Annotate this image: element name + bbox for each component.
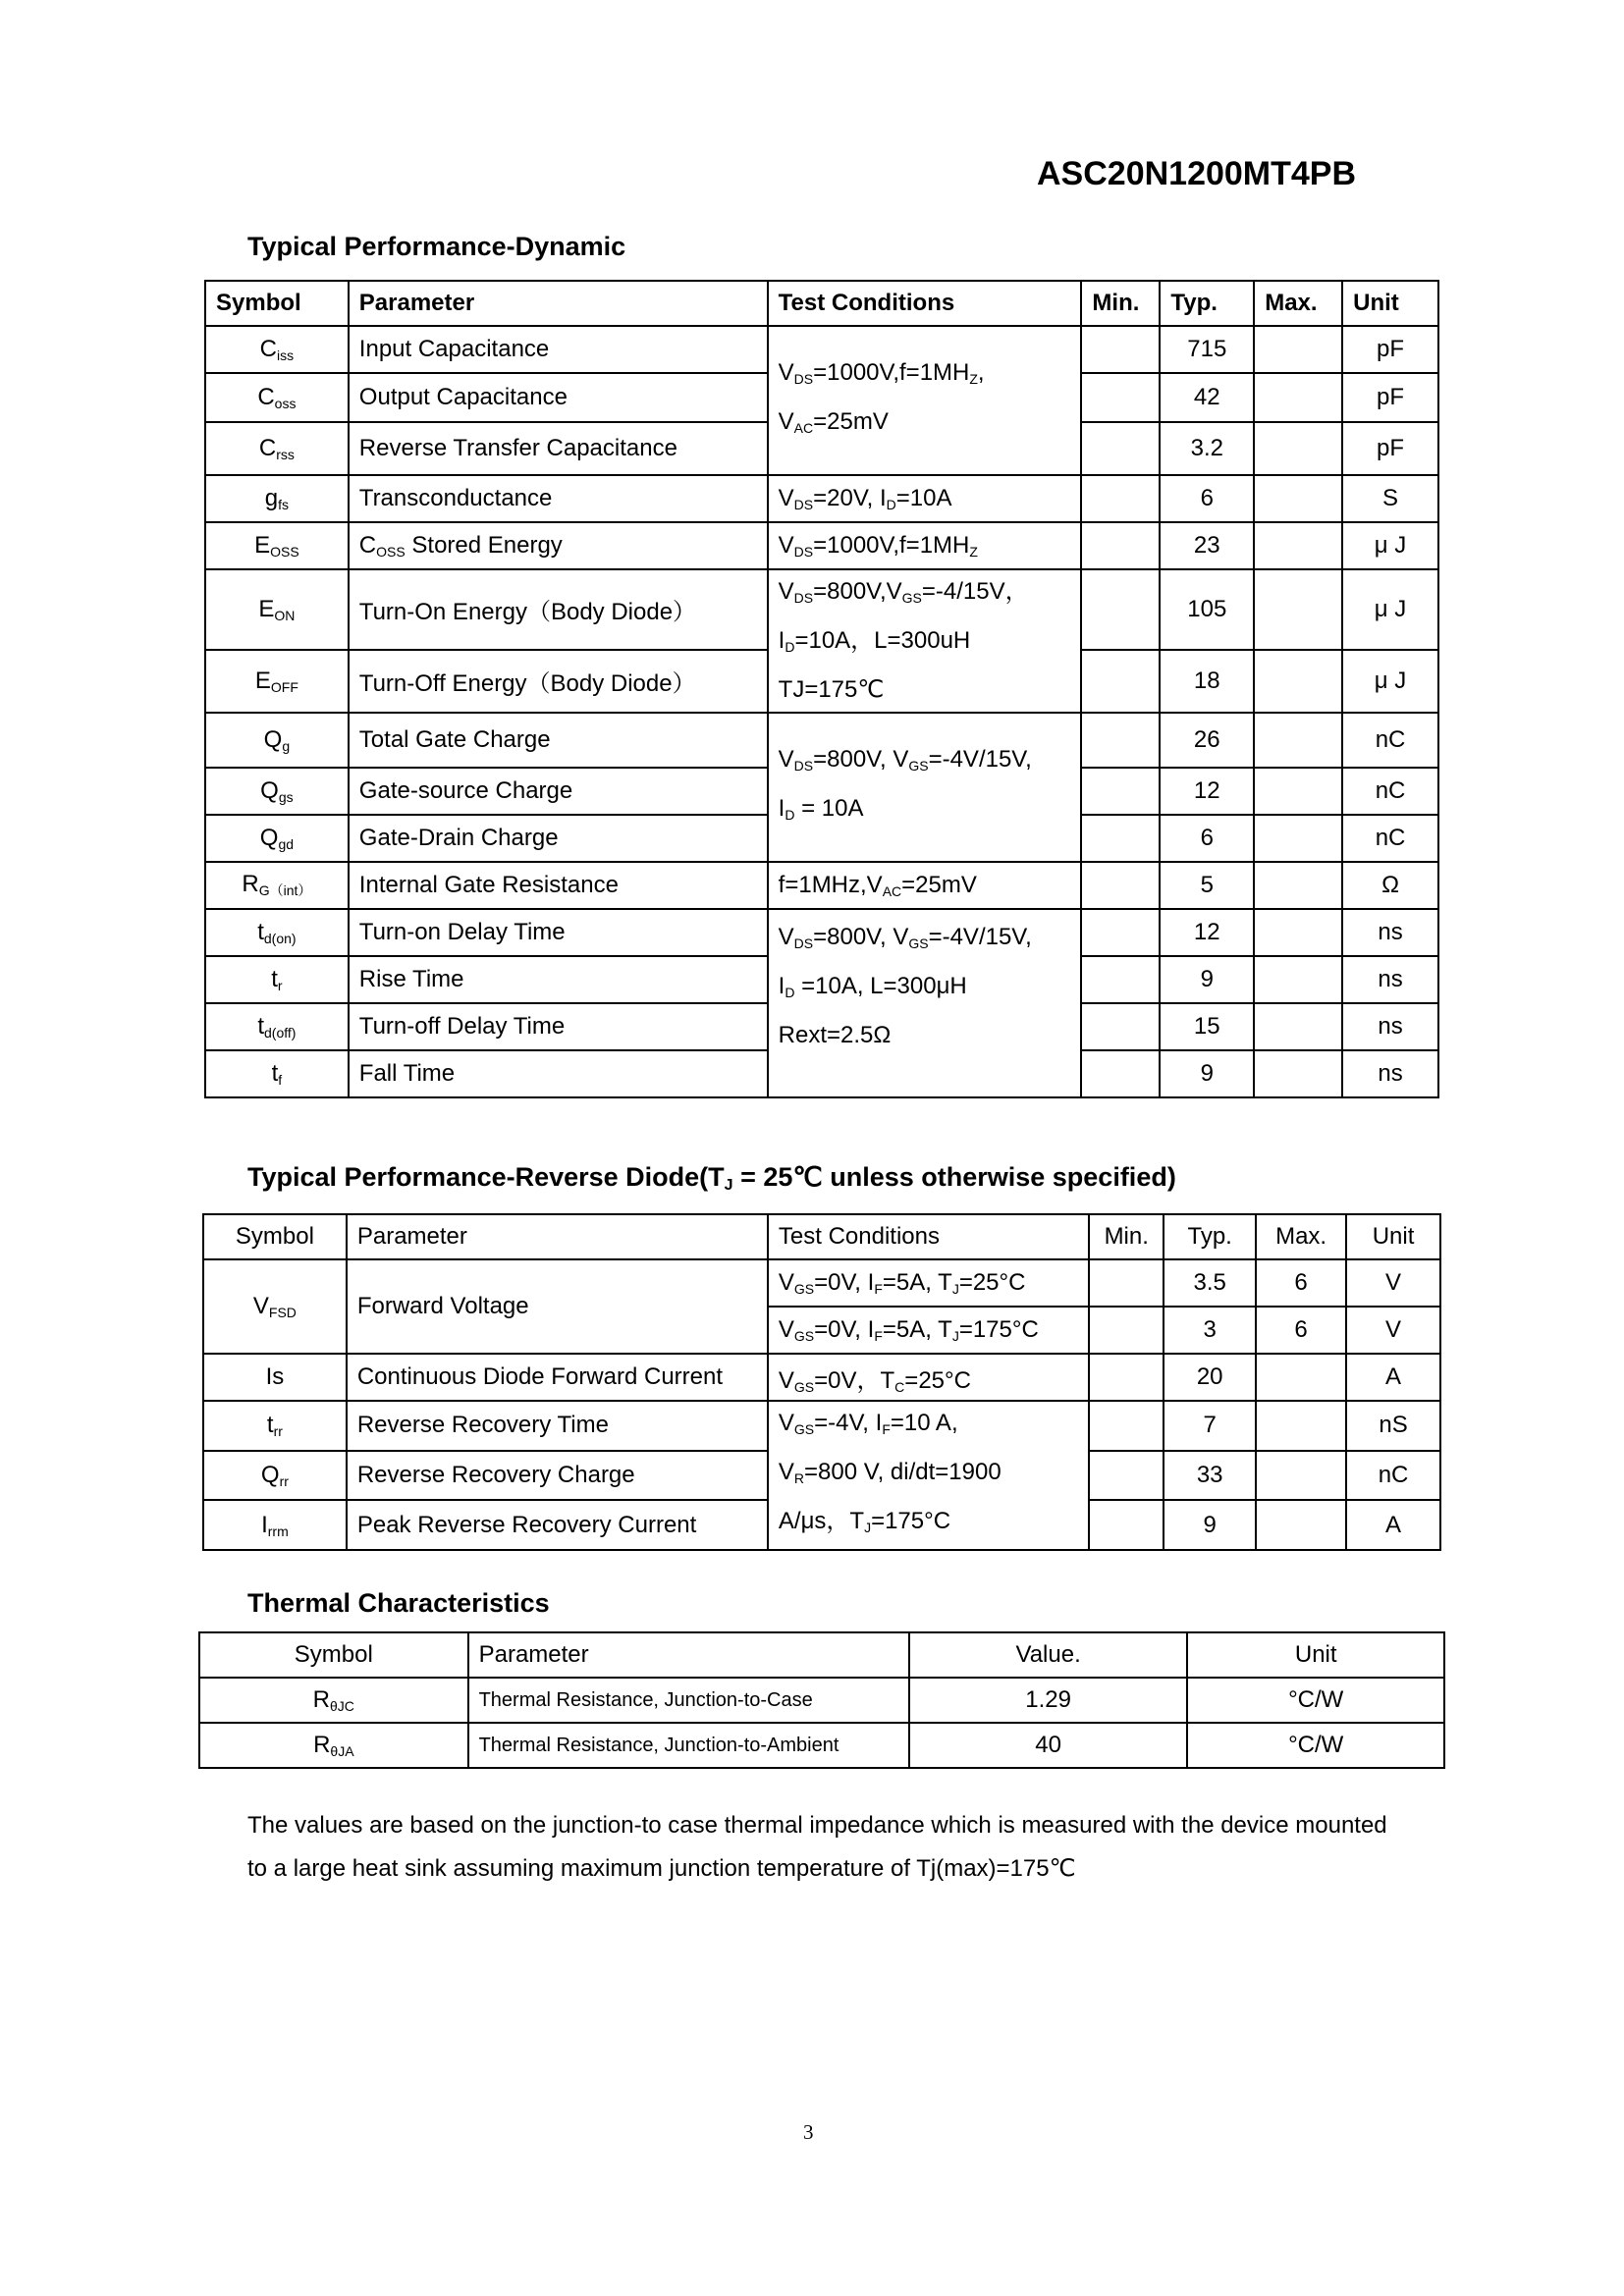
max-cell: [1256, 1401, 1346, 1451]
min-cell: [1081, 422, 1160, 475]
conditions-cell: $V_{DS}=20V$, $I_D=10A$: [768, 475, 1082, 522]
parameter-cell: Transconductance: [349, 475, 768, 522]
symbol-cell: $C_{rss}$: [205, 422, 349, 475]
min-cell: [1081, 862, 1160, 909]
max-cell: [1254, 522, 1342, 569]
min-cell: [1089, 1451, 1164, 1501]
max-cell: [1254, 1003, 1342, 1050]
table-row: [203, 1354, 1440, 1401]
min-cell: [1081, 326, 1160, 373]
unit-cell: nC: [1346, 1451, 1440, 1501]
header-parameter: Parameter: [347, 1214, 768, 1259]
unit-cell: pF: [1342, 422, 1438, 475]
header-symbol: Symbol: [203, 1214, 347, 1259]
parameter-cell: Reverse Transfer Capacitance: [349, 422, 768, 475]
dynamic-section-title: Typical Performance-Dynamic: [247, 232, 626, 261]
unit-cell: pF: [1342, 326, 1438, 373]
min-cell: [1081, 1003, 1160, 1050]
parameter-cell: $C_{OSS}$ Stored Energy: [349, 522, 768, 569]
parameter-cell: Rise Time: [349, 956, 768, 1003]
header-symbol: Symbol: [205, 281, 349, 326]
unit-cell: °C/W: [1187, 1723, 1444, 1768]
table-row: [199, 1723, 1444, 1768]
unit-cell: V: [1346, 1307, 1440, 1354]
symbol-cell: $E_{OSS}$: [205, 522, 349, 569]
parameter-cell: Output Capacitance: [349, 373, 768, 422]
min-cell: [1089, 1500, 1164, 1550]
min-cell: [1081, 475, 1160, 522]
unit-cell: Ω: [1342, 862, 1438, 909]
symbol-cell: $t_f$: [205, 1050, 349, 1097]
parameter-cell: Thermal Resistance, Junction-to-Ambient: [468, 1723, 909, 1768]
unit-cell: μ J: [1342, 569, 1438, 650]
typ-cell: 18: [1160, 650, 1254, 713]
conditions-cell: $V_{DS}=800V,V_{GS}=-4/15V$， $I_D=10A$，L=300uH TJ=175℃: [768, 569, 1082, 713]
conditions-cell: $V_{DS}=800V$, $V_{GS}=-4V/15V$, $I_D =10A$, L=300μH Rext=2.5Ω: [768, 909, 1082, 1097]
unit-cell: nC: [1342, 815, 1438, 862]
unit-cell: V: [1346, 1259, 1440, 1307]
typ-cell: 9: [1160, 956, 1254, 1003]
symbol-cell: $g_{fs}$: [205, 475, 349, 522]
min-cell: [1081, 650, 1160, 713]
min-cell: [1081, 909, 1160, 956]
header-typ: Typ.: [1160, 281, 1254, 326]
typ-cell: 9: [1160, 1050, 1254, 1097]
min-cell: [1089, 1259, 1164, 1307]
typ-cell: 33: [1164, 1451, 1256, 1501]
min-cell: [1089, 1354, 1164, 1401]
parameter-cell: Reverse Recovery Time: [347, 1401, 768, 1451]
typ-cell: 5: [1160, 862, 1254, 909]
symbol-cell: $C_{iss}$: [205, 326, 349, 373]
parameter-cell: Gate-Drain Charge: [349, 815, 768, 862]
parameter-cell: Internal Gate Resistance: [349, 862, 768, 909]
typ-cell: 9: [1164, 1500, 1256, 1550]
max-cell: [1256, 1354, 1346, 1401]
table-row: [205, 713, 1438, 768]
unit-cell: nC: [1342, 768, 1438, 815]
header-typ: Typ.: [1164, 1214, 1256, 1259]
table-row: [203, 1401, 1440, 1451]
unit-cell: pF: [1342, 373, 1438, 422]
min-cell: [1089, 1307, 1164, 1354]
typ-cell: 3.5: [1164, 1259, 1256, 1307]
diode-table: [202, 1213, 1441, 1551]
symbol-cell: $Q_{rr}$: [203, 1451, 347, 1501]
symbol-cell: $R_{G(int)}$: [205, 862, 349, 909]
symbol-cell: $R_{\theta JC}$: [199, 1678, 468, 1723]
parameter-cell: Total Gate Charge: [349, 713, 768, 768]
header-parameter: Parameter: [468, 1632, 909, 1678]
max-cell: [1256, 1451, 1346, 1501]
parameter-cell: Reverse Recovery Charge: [347, 1451, 768, 1501]
symbol-cell: $E_{OFF}$: [205, 650, 349, 713]
parameter-cell: Turn-Off Energy（Body Diode）: [349, 650, 768, 713]
typ-cell: 7: [1164, 1401, 1256, 1451]
header-conditions: Test Conditions: [768, 281, 1082, 326]
header-min: Min.: [1081, 281, 1160, 326]
max-cell: 6: [1256, 1307, 1346, 1354]
typ-cell: 715: [1160, 326, 1254, 373]
min-cell: [1081, 1050, 1160, 1097]
typ-cell: 12: [1160, 909, 1254, 956]
conditions-cell: $V_{DS}=1000V,f=1MH_Z$, $V_{AC}=25mV$: [768, 326, 1082, 475]
min-cell: [1081, 522, 1160, 569]
max-cell: [1254, 862, 1342, 909]
unit-cell: nC: [1342, 713, 1438, 768]
thermal-table: [198, 1631, 1445, 1769]
max-cell: [1254, 768, 1342, 815]
typ-cell: 20: [1164, 1354, 1256, 1401]
symbol-cell: $R_{\theta JA}$: [199, 1723, 468, 1768]
max-cell: [1254, 909, 1342, 956]
min-cell: [1081, 373, 1160, 422]
symbol-cell: $t_r$: [205, 956, 349, 1003]
conditions-cell: $V_{GS}=0V$, $I_F=5A$, $T_J=25^\circ C$: [768, 1259, 1089, 1307]
unit-cell: ns: [1342, 1050, 1438, 1097]
symbol-cell: $t_{rr}$: [203, 1401, 347, 1451]
table-header-row: [199, 1632, 1444, 1678]
symbol-cell: $E_{ON}$: [205, 569, 349, 650]
conditions-cell: $V_{GS}=0V$, $I_F=5A$, $T_J=175^\circ C$: [768, 1307, 1089, 1354]
footnote: The values are based on the junction-to case thermal impedance which is measured with the device mounted to a large heat sink assuming maximum junction temperature of Tj(max)=175℃: [247, 1812, 1387, 1882]
min-cell: [1081, 815, 1160, 862]
parameter-cell: Forward Voltage: [347, 1259, 768, 1354]
parameter-cell: Continuous Diode Forward Current: [347, 1354, 768, 1401]
parameter-cell: Gate-source Charge: [349, 768, 768, 815]
max-cell: [1254, 326, 1342, 373]
table-row: [205, 522, 1438, 569]
typ-cell: 3: [1164, 1307, 1256, 1354]
conditions-cell: $V_{DS}=800V$, $V_{GS}=-4V/15V$, $I_D = 10A$: [768, 713, 1082, 862]
value-cell: 1.29: [909, 1678, 1188, 1723]
typ-cell: 15: [1160, 1003, 1254, 1050]
max-cell: [1256, 1500, 1346, 1550]
typ-cell: 6: [1160, 475, 1254, 522]
table-header-row: [205, 281, 1438, 326]
parameter-cell: Turn-On Energy（Body Diode）: [349, 569, 768, 650]
symbol-cell: $t_{d(on)}$: [205, 909, 349, 956]
dynamic-table: [204, 280, 1439, 1098]
max-cell: 6: [1256, 1259, 1346, 1307]
min-cell: [1081, 768, 1160, 815]
unit-cell: ns: [1342, 909, 1438, 956]
symbol-cell: $Q_{gs}$: [205, 768, 349, 815]
unit-cell: nS: [1346, 1401, 1440, 1451]
unit-cell: S: [1342, 475, 1438, 522]
table-row: [205, 569, 1438, 650]
min-cell: [1081, 713, 1160, 768]
parameter-cell: Turn-on Delay Time: [349, 909, 768, 956]
value-cell: 40: [909, 1723, 1188, 1768]
header-conditions: Test Conditions: [768, 1214, 1089, 1259]
max-cell: [1254, 373, 1342, 422]
parameter-cell: Fall Time: [349, 1050, 768, 1097]
table-row: [205, 326, 1438, 373]
min-cell: [1089, 1401, 1164, 1451]
header-unit: Unit: [1346, 1214, 1440, 1259]
conditions-cell: $V_{DS}=1000V,f=1MH_Z$: [768, 522, 1082, 569]
unit-cell: ns: [1342, 1003, 1438, 1050]
typ-cell: 3.2: [1160, 422, 1254, 475]
part-number: ASC20N1200MT4PB: [1037, 155, 1357, 192]
conditions-cell: $f=1MHz,V_{AC}=25mV$: [768, 862, 1082, 909]
symbol-cell: $Q_{gd}$: [205, 815, 349, 862]
max-cell: [1254, 475, 1342, 522]
typ-cell: 12: [1160, 768, 1254, 815]
table-row: [199, 1678, 1444, 1723]
max-cell: [1254, 1050, 1342, 1097]
thermal-section-title: Thermal Characteristics: [247, 1588, 550, 1618]
symbol-cell: $C_{oss}$: [205, 373, 349, 422]
parameter-cell: Thermal Resistance, Junction-to-Case: [468, 1678, 909, 1723]
header-value: Value.: [909, 1632, 1188, 1678]
header-parameter: Parameter: [349, 281, 768, 326]
unit-cell: °C/W: [1187, 1678, 1444, 1723]
min-cell: [1081, 956, 1160, 1003]
unit-cell: μ J: [1342, 522, 1438, 569]
symbol-cell: $t_{d(off)}$: [205, 1003, 349, 1050]
table-row: [205, 862, 1438, 909]
parameter-cell: Input Capacitance: [349, 326, 768, 373]
parameter-cell: Peak Reverse Recovery Current: [347, 1500, 768, 1550]
header-min: Min.: [1089, 1214, 1164, 1259]
typ-cell: 23: [1160, 522, 1254, 569]
typ-cell: 26: [1160, 713, 1254, 768]
max-cell: [1254, 650, 1342, 713]
min-cell: [1081, 569, 1160, 650]
header-unit: Unit: [1342, 281, 1438, 326]
symbol-cell: $V_{FSD}$: [203, 1259, 347, 1354]
typ-cell: 105: [1160, 569, 1254, 650]
unit-cell: A: [1346, 1500, 1440, 1550]
table-row: [205, 475, 1438, 522]
symbol-cell: Is: [203, 1354, 347, 1401]
conditions-cell: $V_{GS}=-4V$, $I_F=10$ A, $V_R=800$ V, di/dt=1900 A/μs，$T_J=175^\circ C$: [768, 1401, 1089, 1550]
unit-cell: A: [1346, 1354, 1440, 1401]
parameter-cell: Turn-off Delay Time: [349, 1003, 768, 1050]
table-row: [203, 1259, 1440, 1307]
max-cell: [1254, 815, 1342, 862]
typ-cell: 42: [1160, 373, 1254, 422]
table-row: [205, 909, 1438, 956]
diode-section-title: Typical Performance-Reverse $Diode(T_J$ = 25℃ unless otherwise specified): [247, 1162, 1176, 1194]
symbol-cell: $Q_g$: [205, 713, 349, 768]
table-header-row: [203, 1214, 1440, 1259]
unit-cell: μ J: [1342, 650, 1438, 713]
page-number: 3: [803, 2120, 814, 2144]
max-cell: [1254, 713, 1342, 768]
max-cell: [1254, 569, 1342, 650]
unit-cell: ns: [1342, 956, 1438, 1003]
header-max: Max.: [1256, 1214, 1346, 1259]
max-cell: [1254, 422, 1342, 475]
max-cell: [1254, 956, 1342, 1003]
header-max: Max.: [1254, 281, 1342, 326]
header-symbol: Symbol: [199, 1632, 468, 1678]
header-unit: Unit: [1187, 1632, 1444, 1678]
symbol-cell: $I_{rrm}$: [203, 1500, 347, 1550]
conditions-cell: $V_{GS}=0V$，$T_C=25^\circ C$: [768, 1354, 1089, 1401]
typ-cell: 6: [1160, 815, 1254, 862]
